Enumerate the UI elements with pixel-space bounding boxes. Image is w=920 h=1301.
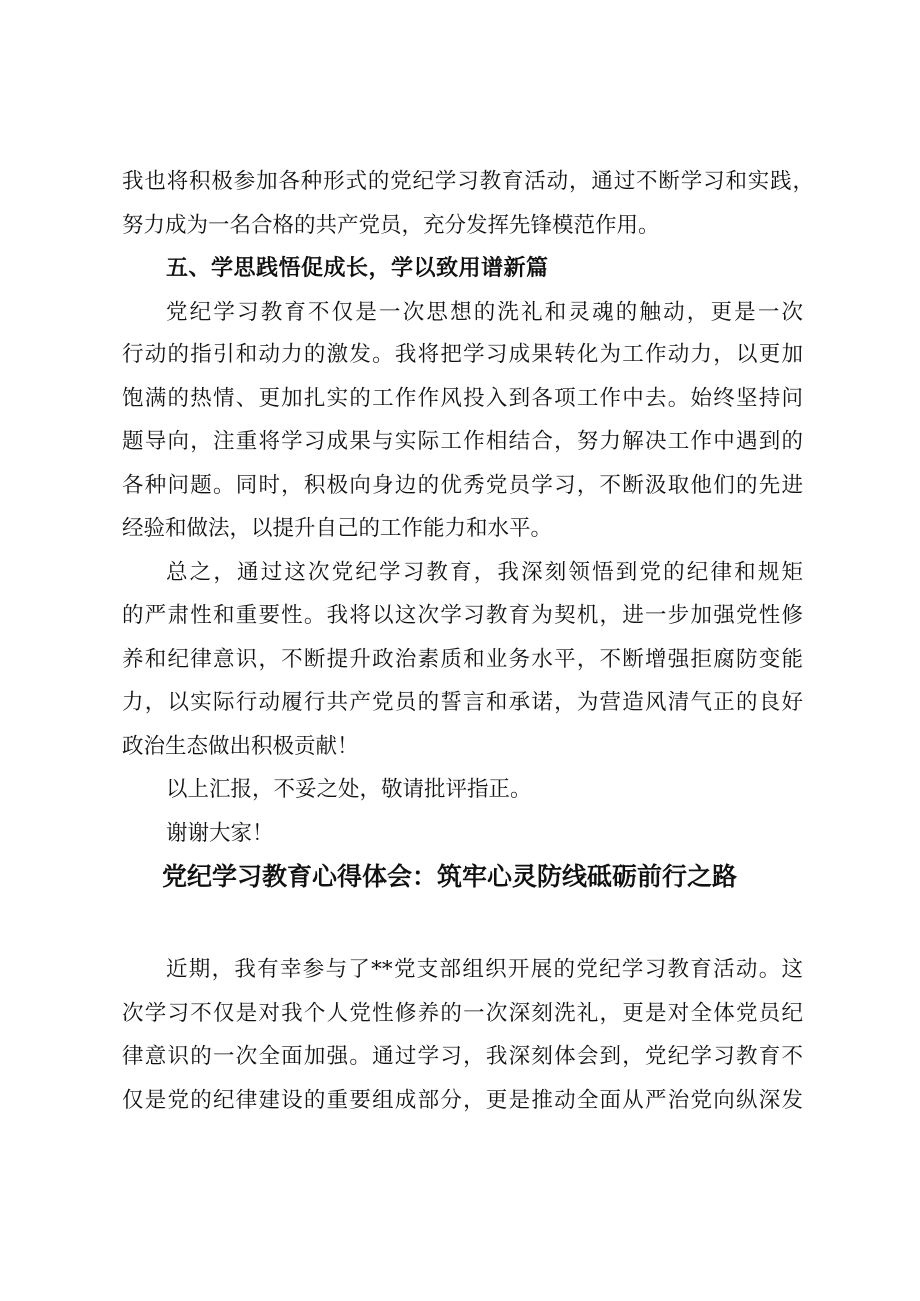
thanks-line: 谢谢大家！ (166, 821, 274, 846)
body-text-line: 律意识的一次全面加强。通过学习，我深刻体会到，党纪学习教育不 (122, 1044, 803, 1069)
body-text-line: 题导向，注重将学习成果与实际工作相结合，努力解决工作中遇到的 (122, 429, 803, 454)
body-text-line: 行动的指引和动力的激发。我将把学习成果转化为工作动力，以更加 (122, 342, 803, 367)
body-text-line: 力，以实际行动履行共产党员的誓言和承诺，为营造风清气正的良好 (122, 690, 803, 715)
body-text-line: 仅是党的纪律建设的重要组成部分，更是推动全面从严治党向纵深发 (122, 1088, 803, 1113)
body-text-line: 政治生态做出积极贡献！ (122, 734, 359, 759)
article-title: 党纪学习教育心得体会：筑牢心灵防线砥砺前行之路 (162, 862, 738, 891)
body-text-line: 的严肃性和重要性。我将以这次学习教育为契机，进一步加强党性修 (122, 603, 803, 628)
closing-remark: 以上汇报，不妥之处，敬请批评指正。 (166, 777, 532, 802)
body-text-line: 各种问题。同时，积极向身边的优秀党员学习，不断汲取他们的先进 (122, 473, 803, 498)
body-text-line: 近期，我有幸参与了**党支部组织开展的党纪学习教育活动。这 (166, 957, 803, 982)
body-text-line: 努力成为一名合格的共产党员，充分发挥先锋模范作用。 (122, 213, 660, 238)
body-text-line: 我也将积极参加各种形式的党纪学习教育活动，通过不断学习和实践， (122, 169, 814, 194)
body-text-line: 饱满的热情、更加扎实的工作作风投入到各项工作中去。始终坚持问 (122, 386, 803, 411)
body-text-line: 经验和做法，以提升自己的工作能力和水平。 (122, 516, 553, 541)
body-text-line: 党纪学习教育不仅是一次思想的洗礼和灵魂的触动，更是一次 (166, 300, 803, 325)
body-text-line: 养和纪律意识，不断提升政治素质和业务水平，不断增强拒腐防变能 (122, 647, 803, 672)
section-heading: 五、学思践悟促成长，学以致用谱新篇 (166, 256, 549, 281)
body-text-line: 总之，通过这次党纪学习教育，我深刻领悟到党的纪律和规矩 (166, 560, 803, 585)
body-text-line: 次学习不仅是对我个人党性修养的一次深刻洗礼，更是对全体党员纪 (122, 1001, 803, 1026)
